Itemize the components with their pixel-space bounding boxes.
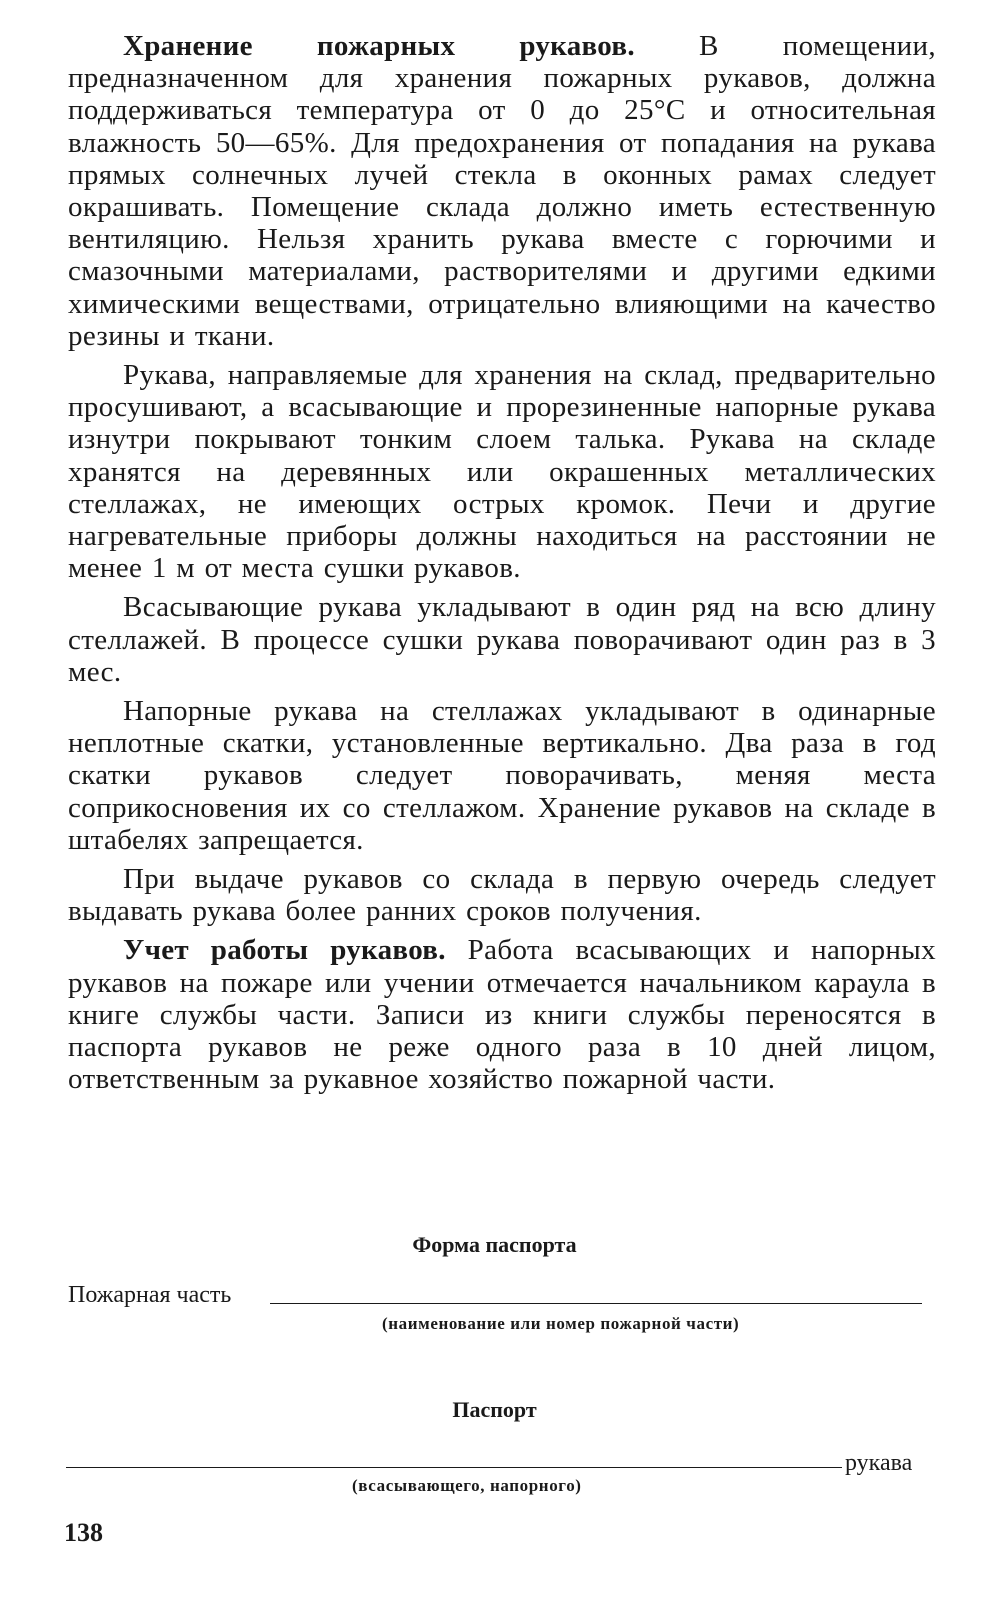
paragraph-storage: [68, 30, 936, 352]
heading-storage: Хранение пожарных рукавов.: [123, 30, 635, 62]
paragraph-accounting: [68, 934, 936, 1095]
heading-accounting: Учет работы рукавов.: [123, 934, 446, 967]
paragraph-suction-hoses: [68, 591, 936, 688]
paragraph-issue-text: При выдаче рукавов со склада в первую очередь следует выдавать рукава более ранних сроков получения.: [68, 863, 936, 928]
unit-label: Пожарная часть: [68, 1282, 232, 1308]
form-title: Форма паспорта: [412, 1232, 577, 1257]
hose-suffix: рукава: [845, 1450, 913, 1476]
paragraph-drying: [68, 359, 936, 584]
unit-line: [270, 1303, 922, 1304]
body-text: [68, 30, 936, 1103]
paragraph-storage-text: В помещении, предназначенном для хранения пожарных рукавов, должна поддерживаться температура от 0 до 25°С и относительная влажность 50—65%. Для предохранения от попадания на рукава прямых солнечных лучей стекла в оконных рамах следует окрашивать. Помещение склада должно иметь естественную вентиляцию. Нельзя хранить рукава вместе с горючими и смазочными материалами, растворителями и другими едкими химическими веществами, отрицательно влияющими на качество резины и ткани.: [68, 30, 936, 352]
paragraph-issue: [68, 863, 936, 927]
hose-line: [66, 1467, 842, 1468]
passport-title: Паспорт: [452, 1397, 537, 1422]
paragraph-pressure-hoses: [68, 695, 936, 856]
paragraph-drying-text: Рукава, направляемые для хранения на склад, предварительно просушивают, а всасывающие и прорезиненные напорные рукава изнутри покрывают тонким слоем талька. Рукава на складе хранятся на деревянных или окрашенных металлических стеллажах, не имеющих острых кромок. Печи и другие нагревательные приборы должны находиться на расстоянии не менее 1 м от места сушки рукавов.: [68, 359, 936, 585]
page-number: 138: [64, 1518, 103, 1547]
paragraph-pressure-hoses-text: Напорные рукава на стеллажах укладывают в одинарные неплотные скатки, установленные вертикально. Два раза в год скатки рукавов следует поворачивать, меняя места соприкосновения их со стеллажом. Хранение рукавов на складе в штабелях запрещается.: [68, 695, 936, 856]
paragraph-accounting-text: Работа всасывающих и напорных рукавов на пожаре или учении отмечается начальником караула в книге службы части. Записи из книги службы переносятся в паспорта рукавов не реже одного раза в 10 дней лицом, ответственным за рукавное хозяйство пожарной части.: [68, 934, 936, 1096]
paragraph-suction-hoses-text: Всасывающие рукава укладывают в один ряд на всю длину стеллажей. В процессе сушки рукава поворачивают один раз в 3 мес.: [68, 591, 936, 688]
unit-caption: (наименование или номер пожарной части): [382, 1314, 740, 1333]
hose-caption: (всасывающего, напорного): [352, 1476, 582, 1495]
